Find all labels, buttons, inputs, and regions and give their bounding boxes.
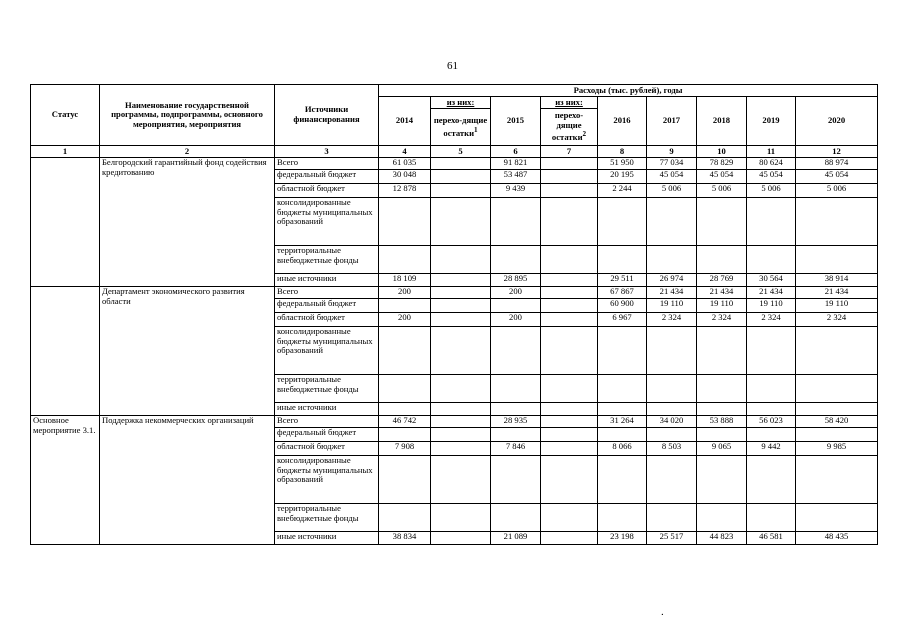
value-cell: 19 110 [747,299,796,313]
value-cell: 2 324 [747,313,796,327]
value-cell [541,198,598,246]
value-cell [697,375,747,403]
name-header: Наименование государственной программы, подпрограммы, основного мероприятия, мероприятия [100,85,275,146]
value-cell [431,403,491,416]
value-cell [697,198,747,246]
value-cell [431,456,491,504]
value-cell: 200 [379,313,431,327]
value-cell [431,170,491,184]
value-cell [491,299,541,313]
column-number: 5 [431,146,491,158]
source-cell: федеральный бюджет [275,428,379,442]
expenses-table [30,84,878,545]
value-cell: 30 564 [747,274,796,287]
value-cell [491,246,541,274]
value-cell: 91 821 [491,158,541,170]
value-cell [379,246,431,274]
value-cell [647,504,697,532]
value-cell [431,246,491,274]
source-cell: областной бюджет [275,184,379,198]
table-row [31,416,878,428]
page-number: 61 [447,60,458,72]
value-cell: 44 823 [697,532,747,545]
value-cell [647,456,697,504]
perehod-header-2: перехо-дящие остатки$^2$ [541,109,598,146]
source-cell: территориальные внебюджетные фонды [275,504,379,532]
value-cell [431,158,491,170]
sources-header: Источники финансирования [275,85,379,146]
value-cell: 6 967 [598,313,647,327]
value-cell: 5 006 [647,184,697,198]
column-number: 11 [747,146,796,158]
value-cell [431,287,491,299]
value-cell: 200 [491,287,541,299]
source-cell: консолидированные бюджеты муниципальных образований [275,456,379,504]
year-2016-header: 2016 [598,97,647,146]
year-2019-header: 2019 [747,97,796,146]
column-number: 8 [598,146,647,158]
column-number: 12 [796,146,878,158]
value-cell: 21 434 [697,287,747,299]
value-cell [647,403,697,416]
value-cell: 200 [379,287,431,299]
year-2014-header: 2014 [379,97,431,146]
value-cell [541,442,598,456]
value-cell [379,299,431,313]
table-body [31,158,878,545]
value-cell: 19 110 [697,299,747,313]
value-cell: 2 324 [697,313,747,327]
value-cell: 80 624 [747,158,796,170]
value-cell [541,274,598,287]
value-cell: 56 023 [747,416,796,428]
value-cell [431,274,491,287]
value-cell [379,375,431,403]
value-cell: 200 [491,313,541,327]
column-number: 2 [100,146,275,158]
value-cell: 28 895 [491,274,541,287]
value-cell [598,504,647,532]
value-cell [379,428,431,442]
value-cell [796,504,878,532]
value-cell [647,428,697,442]
value-cell [379,327,431,375]
status-cell: Основное мероприятие 3.1. [31,416,100,545]
source-cell: федеральный бюджет [275,170,379,184]
value-cell: 21 089 [491,532,541,545]
value-cell: 45 054 [647,170,697,184]
expenses-header: Расходы (тыс. рублей), годы [379,85,878,97]
status-cell [31,287,100,416]
source-cell: иные источники [275,403,379,416]
value-cell [431,313,491,327]
source-cell: Всего [275,287,379,299]
value-cell [431,184,491,198]
value-cell [697,246,747,274]
value-cell: 53 487 [491,170,541,184]
value-cell: 46 581 [747,532,796,545]
value-cell [491,327,541,375]
column-number: 4 [379,146,431,158]
source-cell: Всего [275,416,379,428]
value-cell [747,456,796,504]
value-cell [491,456,541,504]
value-cell: 7 846 [491,442,541,456]
value-cell: 19 110 [647,299,697,313]
source-cell: областной бюджет [275,313,379,327]
value-cell: 8 503 [647,442,697,456]
value-cell [697,428,747,442]
value-cell: 28 769 [697,274,747,287]
value-cell: 21 434 [796,287,878,299]
value-cell: 46 742 [379,416,431,428]
value-cell [541,416,598,428]
program-name-cell: Поддержка некоммерческих организаций [100,416,275,545]
value-cell [796,375,878,403]
value-cell: 38 914 [796,274,878,287]
column-number: 9 [647,146,697,158]
value-cell: 18 109 [379,274,431,287]
value-cell [598,428,647,442]
value-cell: 7 908 [379,442,431,456]
value-cell [747,428,796,442]
value-cell [431,299,491,313]
value-cell [697,403,747,416]
value-cell [541,327,598,375]
value-cell [598,403,647,416]
iz-nih-header-2: из них: [541,97,598,109]
value-cell: 28 935 [491,416,541,428]
value-cell [431,327,491,375]
value-cell [431,416,491,428]
value-cell [491,428,541,442]
program-name-cell: Департамент экономического развития области [100,287,275,416]
value-cell [541,375,598,403]
value-cell: 51 950 [598,158,647,170]
value-cell: 5 006 [796,184,878,198]
value-cell [541,170,598,184]
value-cell: 20 195 [598,170,647,184]
value-cell [796,403,878,416]
value-cell [541,403,598,416]
value-cell: 88 974 [796,158,878,170]
table-header [31,85,878,158]
value-cell: 2 324 [796,313,878,327]
value-cell: 8 066 [598,442,647,456]
value-cell [598,198,647,246]
value-cell: 12 878 [379,184,431,198]
column-numbers-row [31,146,878,158]
value-cell [647,246,697,274]
column-number: 10 [697,146,747,158]
value-cell: 19 110 [796,299,878,313]
value-cell [541,246,598,274]
value-cell [647,327,697,375]
source-cell: иные источники [275,532,379,545]
value-cell [747,198,796,246]
value-cell [491,504,541,532]
value-cell [541,313,598,327]
value-cell [541,532,598,545]
value-cell [697,504,747,532]
value-cell [431,442,491,456]
value-cell: 78 829 [697,158,747,170]
value-cell [431,375,491,403]
table-row [31,287,878,299]
value-cell: 45 054 [796,170,878,184]
value-cell [796,327,878,375]
footer-mark: . [661,606,664,618]
iz-nih-header-1: из них: [431,97,491,109]
value-cell [598,246,647,274]
value-cell: 34 020 [647,416,697,428]
year-2018-header: 2018 [697,97,747,146]
value-cell [747,504,796,532]
column-number: 7 [541,146,598,158]
value-cell [697,327,747,375]
table-row [31,158,878,170]
value-cell [747,327,796,375]
value-cell [796,428,878,442]
value-cell: 29 511 [598,274,647,287]
status-cell [31,158,100,287]
value-cell [379,403,431,416]
source-cell: консолидированные бюджеты муниципальных образований [275,198,379,246]
column-number: 6 [491,146,541,158]
value-cell: 77 034 [647,158,697,170]
value-cell [747,375,796,403]
value-cell: 48 435 [796,532,878,545]
value-cell: 5 006 [697,184,747,198]
value-cell: 58 420 [796,416,878,428]
source-cell: федеральный бюджет [275,299,379,313]
value-cell [431,198,491,246]
year-2020-header: 2020 [796,97,878,146]
source-cell: областной бюджет [275,442,379,456]
value-cell: 60 900 [598,299,647,313]
value-cell: 45 054 [747,170,796,184]
value-cell: 9 439 [491,184,541,198]
value-cell: 9 985 [796,442,878,456]
value-cell: 25 517 [647,532,697,545]
column-number: 1 [31,146,100,158]
year-2015-header: 2015 [491,97,541,146]
value-cell [647,375,697,403]
source-cell: Всего [275,158,379,170]
value-cell: 30 048 [379,170,431,184]
source-cell: территориальные внебюджетные фонды [275,246,379,274]
value-cell [541,158,598,170]
value-cell: 2 324 [647,313,697,327]
value-cell: 26 974 [647,274,697,287]
value-cell [431,504,491,532]
source-cell: территориальные внебюджетные фонды [275,375,379,403]
value-cell [598,456,647,504]
value-cell [796,456,878,504]
value-cell [431,428,491,442]
perehod-header-1: перехо-дящие остатки$^1$ [431,109,491,146]
value-cell [541,299,598,313]
value-cell [598,375,647,403]
value-cell: 2 244 [598,184,647,198]
value-cell [491,403,541,416]
year-2017-header: 2017 [647,97,697,146]
value-cell [796,198,878,246]
value-cell: 38 834 [379,532,431,545]
status-header: Статус [31,85,100,146]
value-cell [491,198,541,246]
value-cell [431,532,491,545]
value-cell [379,456,431,504]
value-cell: 9 442 [747,442,796,456]
value-cell [541,184,598,198]
source-cell: иные источники [275,274,379,287]
value-cell: 67 867 [598,287,647,299]
value-cell [379,504,431,532]
value-cell: 53 888 [697,416,747,428]
value-cell [747,403,796,416]
value-cell: 45 054 [697,170,747,184]
value-cell: 31 264 [598,416,647,428]
program-name-cell: Белгородский гарантийный фонд содействия кредитованию [100,158,275,287]
value-cell [796,246,878,274]
value-cell [541,504,598,532]
value-cell: 61 035 [379,158,431,170]
value-cell: 21 434 [747,287,796,299]
value-cell [541,428,598,442]
value-cell: 9 065 [697,442,747,456]
value-cell: 5 006 [747,184,796,198]
value-cell [379,198,431,246]
value-cell [647,198,697,246]
value-cell: 21 434 [647,287,697,299]
value-cell [491,375,541,403]
value-cell [541,287,598,299]
column-number: 3 [275,146,379,158]
value-cell [747,246,796,274]
value-cell [697,456,747,504]
source-cell: консолидированные бюджеты муниципальных образований [275,327,379,375]
value-cell [598,327,647,375]
value-cell [541,456,598,504]
value-cell: 23 198 [598,532,647,545]
